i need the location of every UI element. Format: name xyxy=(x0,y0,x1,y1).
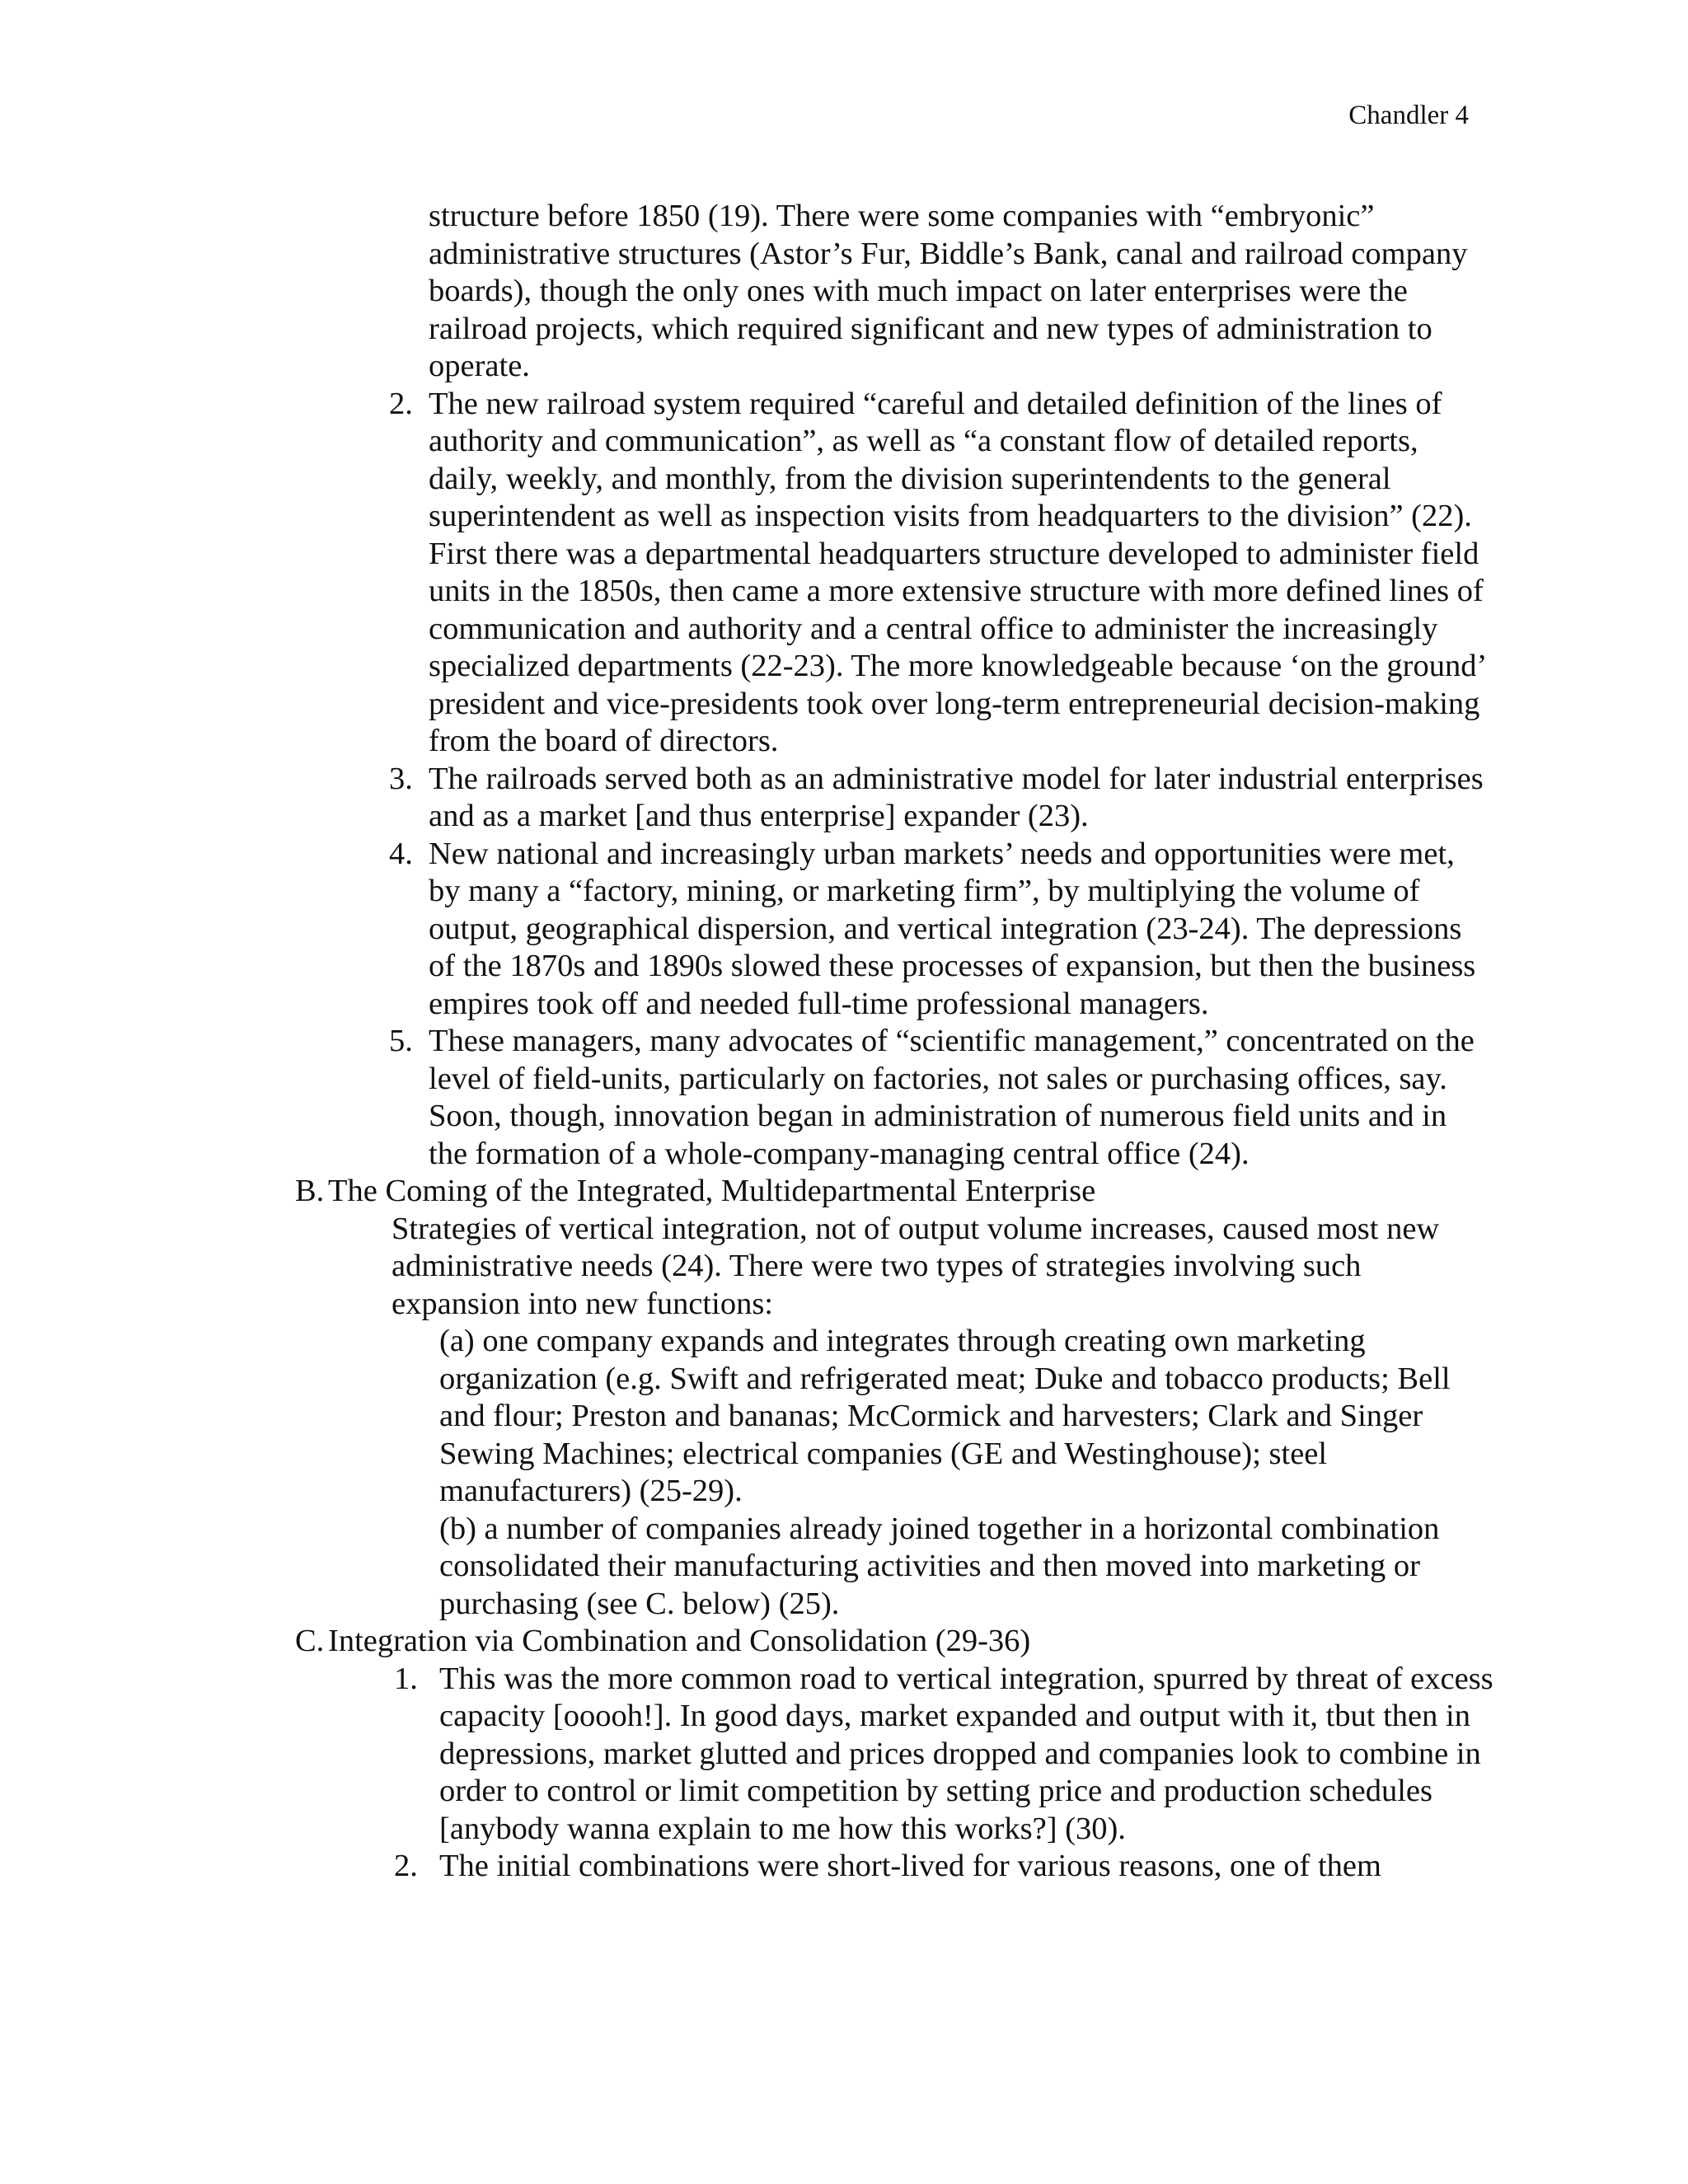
item-text: These managers, many advocates of “scientific management,” concentrated on the level of field-units, particularly on factories, not sales or purchasing offices, say. Soon, though, innovation began in administration of numerous field units and in the formation of a whole-company-managing central office (24). xyxy=(429,1024,1475,1171)
page-header: Chandler 4 xyxy=(1348,101,1469,130)
sub-item-a: (a) one company expands and integrates through creating own marketing organization (e.g. Swift and refrigerated meat; Duke and tobacco products; Bell and flour; Preston and bananas; McCormick and harvesters; Clark and Singer Sewing Machines; electrical companies (GE and Westinghouse); steel manufacturers) (25-29). xyxy=(439,1324,1451,1508)
section-b-heading xyxy=(295,1173,1482,1211)
list-item-a3 xyxy=(389,761,1492,836)
item-marker: 1. xyxy=(394,1661,418,1696)
section-marker: B. xyxy=(295,1174,325,1208)
list-item-c2 xyxy=(394,1848,1494,1886)
section-c-heading xyxy=(295,1623,1482,1661)
item-text: The railroads served both as an administrative model for later industrial enterprises and as a market [and thus enterprise] expander (23). xyxy=(429,761,1484,833)
list-item-a5 xyxy=(389,1023,1492,1173)
section-b-paragraph: Strategies of vertical integration, not of output volume increases, caused most new administrative needs (24). There were two types of strategies involving such expansion into new functions: xyxy=(392,1211,1440,1321)
list-item-a2 xyxy=(389,386,1492,761)
item-text: This was the more common road to vertical integration, spurred by threat of excess capacity [ooooh!]. In good days, market expanded and output with it, tbut then in depressions, market glutted and prices dropped and companies look to combine in order to control or limit competition by setting price and production schedules [anybody wanna explain to me how this works?] (30). xyxy=(439,1661,1493,1846)
item-marker: 2. xyxy=(394,1849,418,1883)
section-title: Integration via Combination and Consolidation (29-36) xyxy=(328,1624,1031,1658)
sub-item-b: (b) a number of companies already joined together in a horizontal combination consolidated their manufacturing activities and then moved into marketing or purchasing (see C. below) (25). xyxy=(439,1511,1440,1621)
list-item-a4 xyxy=(389,836,1492,1024)
list-item-c1 xyxy=(394,1661,1494,1849)
section-title: The Coming of the Integrated, Multidepartmental Enterprise xyxy=(328,1174,1096,1208)
section-marker: C. xyxy=(295,1624,325,1658)
item-marker: 2. xyxy=(389,386,413,421)
item-marker: 3. xyxy=(389,761,413,796)
outline-body xyxy=(0,198,1688,1886)
item-text: The new railroad system required “careful and detailed definition of the lines of authority and communication”, as well as “a constant flow of detailed reports, daily, weekly, and monthly, from the division superintendents to the general superintendent as well as inspection visits from headquarters to the division” (22). First there was a departmental headquarters structure developed to administer field units in the 1850s, then came a more extensive structure with more defined lines of communication and authority and a central office to administer the increasingly specialized departments (22-23). The more knowledgeable because ‘on the ground’ president and vice-presidents took over long-term entrepreneurial decision-making from the board of directors. xyxy=(429,386,1485,758)
item-marker: 4. xyxy=(389,836,413,871)
item-1-continuation: structure before 1850 (19). There were some companies with “embryonic” administrative structures (Astor’s Fur, Biddle’s Bank, canal and railroad company boards), though the only ones with much impact on later enterprises were the railroad projects, which required significant and new types of administration to operate. xyxy=(429,199,1468,383)
item-text: The initial combinations were short-lived for various reasons, one of them xyxy=(439,1849,1381,1883)
item-marker: 5. xyxy=(389,1024,413,1058)
item-text: New national and increasingly urban markets’ needs and opportunities were met, by many a “factory, mining, or marketing firm”, by multiplying the volume of output, geographical dispersion, and vertical integration (23-24). The depressions of the 1870s and 1890s slowed these processes of expansion, but then the business empires took off and needed full-time professional managers. xyxy=(429,836,1476,1021)
